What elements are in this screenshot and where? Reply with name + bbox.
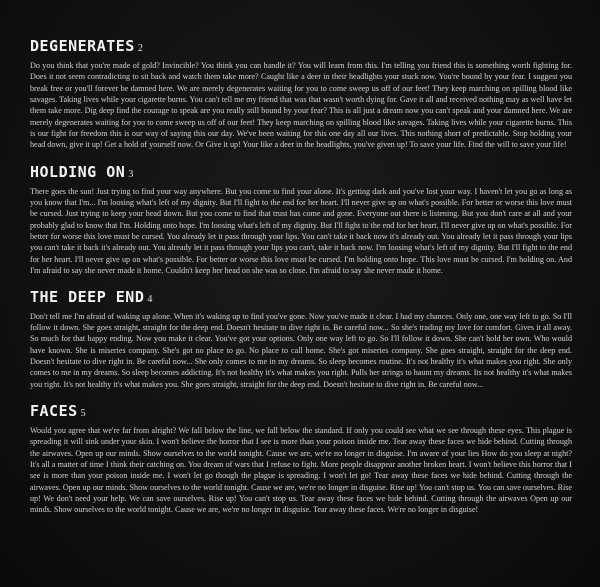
- song-holding-on: [30, 163, 572, 277]
- song-lyrics: There goes the sun! Just trying to find your way anywhere. But you come to find your alone. It's getting dark and you've lost your way. I haven't let you go as long as you know that I'm... I'm loosing what's left of my dignity. But I'll fight to the end for her heart. I'll never give up on what's possible. For better or worse this love must be cursed. Just trying to keep your head down. But you come to find that trust has come and gone. Everyone out there is listening. But you don't care at all and your probably glad to know that I'm. Holding onto hope. I'm loosing what's left of my dignity. But I'll fight to the end for her heart. I'll never give up on what's possible. For better for worse this love must be cursed. You already let it pass through your lips. You can't take it back now it's already out. You already let it pass through your lips you can't take it back it's already out. You already let it pass through your lips you can't, take it back now. I'm loosing what's left of my dignity. But I'll fight to the end for her heart. I'll never give up on what's possible. For better or worse this love must be cursed. I'm holding onto hope. This love must be cursed. I'm holding on. And I'm afraid to say she never made it home. Couldn't keep her head on she was so close. I'm afraid to say she never made it home.: [30, 186, 572, 276]
- song-degenerates: [30, 37, 572, 151]
- song-title-text: DEGENERATES: [30, 37, 135, 55]
- track-number: 2: [137, 43, 143, 54]
- track-number: 5: [80, 407, 86, 419]
- song-title-text: FACES: [30, 401, 78, 420]
- track-number: 4: [147, 293, 153, 305]
- song-the-deep-end: [30, 288, 572, 390]
- song-faces: [30, 402, 572, 516]
- song-title: [30, 37, 572, 58]
- song-title: [30, 163, 572, 184]
- song-lyrics: Don't tell me I'm afraid of waking up alone. When it's waking up to find you've gone. Now you've made it clear. I had my chances. Only one, one way left to go. So I'll follow it down. She goes straight, straight for the deep end. Doesn't hesitate to dive right in. Be careful now... So she's trading my love for comfort. Gives it all away. So much for that happy ending. Now you make it clear. You've got your options. Only one way left to go. So I'll follow it down. She can't hold her own. Who would have known. She is miseries company. She's got no place to go. No place to call home. She's got miseries company. She goes straight, straight for the deep end. Doesn't hesitate to dive right in. Be careful now... She only comes to me in my dreams. So sleep becomes routine. It's not healthy it's what makes you right. She only comes to me in my dreams. So sleep becomes addicting. It's not healthy it's what makes you right. Pulls her strings to haunt my dreams. Its not healthy it's what makes you right. It's not healthy it's what makes you. She goes straight, straight for the deep end. Doesn't hesitate to dive right in. Be careful now...: [30, 311, 572, 389]
- track-number: 3: [128, 168, 134, 180]
- lyrics-page: [30, 37, 572, 516]
- song-lyrics: Do you think that you're made of gold? Invincible? You think you can handle it? You will learn from this. I'm telling you friend this is something worth fighting for. Does it not seem contradicting to sit back and watch them take more? Caught like a deer in their headlights your stuck now. You're bound by your fear. I suggest you break free or you'll forever be damned here. We are merely degenerates waiting for you to come sweep us off of our feet! They keep marching on spilling blood like savages. Taking lives while your cigarette burns. You can't tell me my friend that was that wasn't worth dying for. Gave it all and received nothing may as well have let them take more. Dig deep find the courage to speak are you really still bound by your fear? This is all just a dream now you can't speak and your damned here. We are merely degenerates waiting for you to come sweep us off of our feet! They keep marching on spilling blood like savages. Taking lives while your cigarette burns. This is our fight for freedom this is our way of saying this our day. We've been waiting for this one day all our lives. This nothing short of predictable. Stop holding your head down, give it up! Get a hold of yourself now. Or Give it up! Your like a deer in the headlights, you've given up! To save your life. Find the will to save your life!: [30, 61, 572, 150]
- song-lyrics: Would you agree that we're far from alright? We fall below the line, we fall below the standard. If only you could see what we see through these eyes. This plague is spreading it will sink under your skin. I won't believe the horror that I see is more than your poison inside me. Tear away these faces we hide behind. Cutting through the airwaves. Open up our minds. Show ourselves to the world tonight. Cause we are, we're no longer in disguise. I'm aware of your lies How do you sleep at night? It's all a matter of time I think their catching on. You dream of wars that I refuse to fight. More people disappear another broken heart. I won't believe this horror that I see is more than your poison inside me. I won't let go though the plague is spreading. I won't let go! Tear away these faces we hide behind. Cutting through the airwaves. Open up our minds. Show ourselves to the world tonight. Cause we are, we're no longer in disguise. Rise up! You can't stop us. You can save ourselves. Rise up! We don't need your help. We can save ourselves. Rise up! You can't stop us. Tear away these faces we hide behind. Cutting through the airwaves Open up our minds. Show ourselves to the world tonight. Cause we are, we're no longer in disguise. Tear away these faces. We're no longer in disguise!: [30, 425, 572, 515]
- song-title-text: HOLDING ON: [30, 162, 126, 181]
- song-title: [30, 402, 572, 423]
- song-title: [30, 288, 572, 309]
- song-title-text: THE DEEP END: [30, 287, 145, 306]
